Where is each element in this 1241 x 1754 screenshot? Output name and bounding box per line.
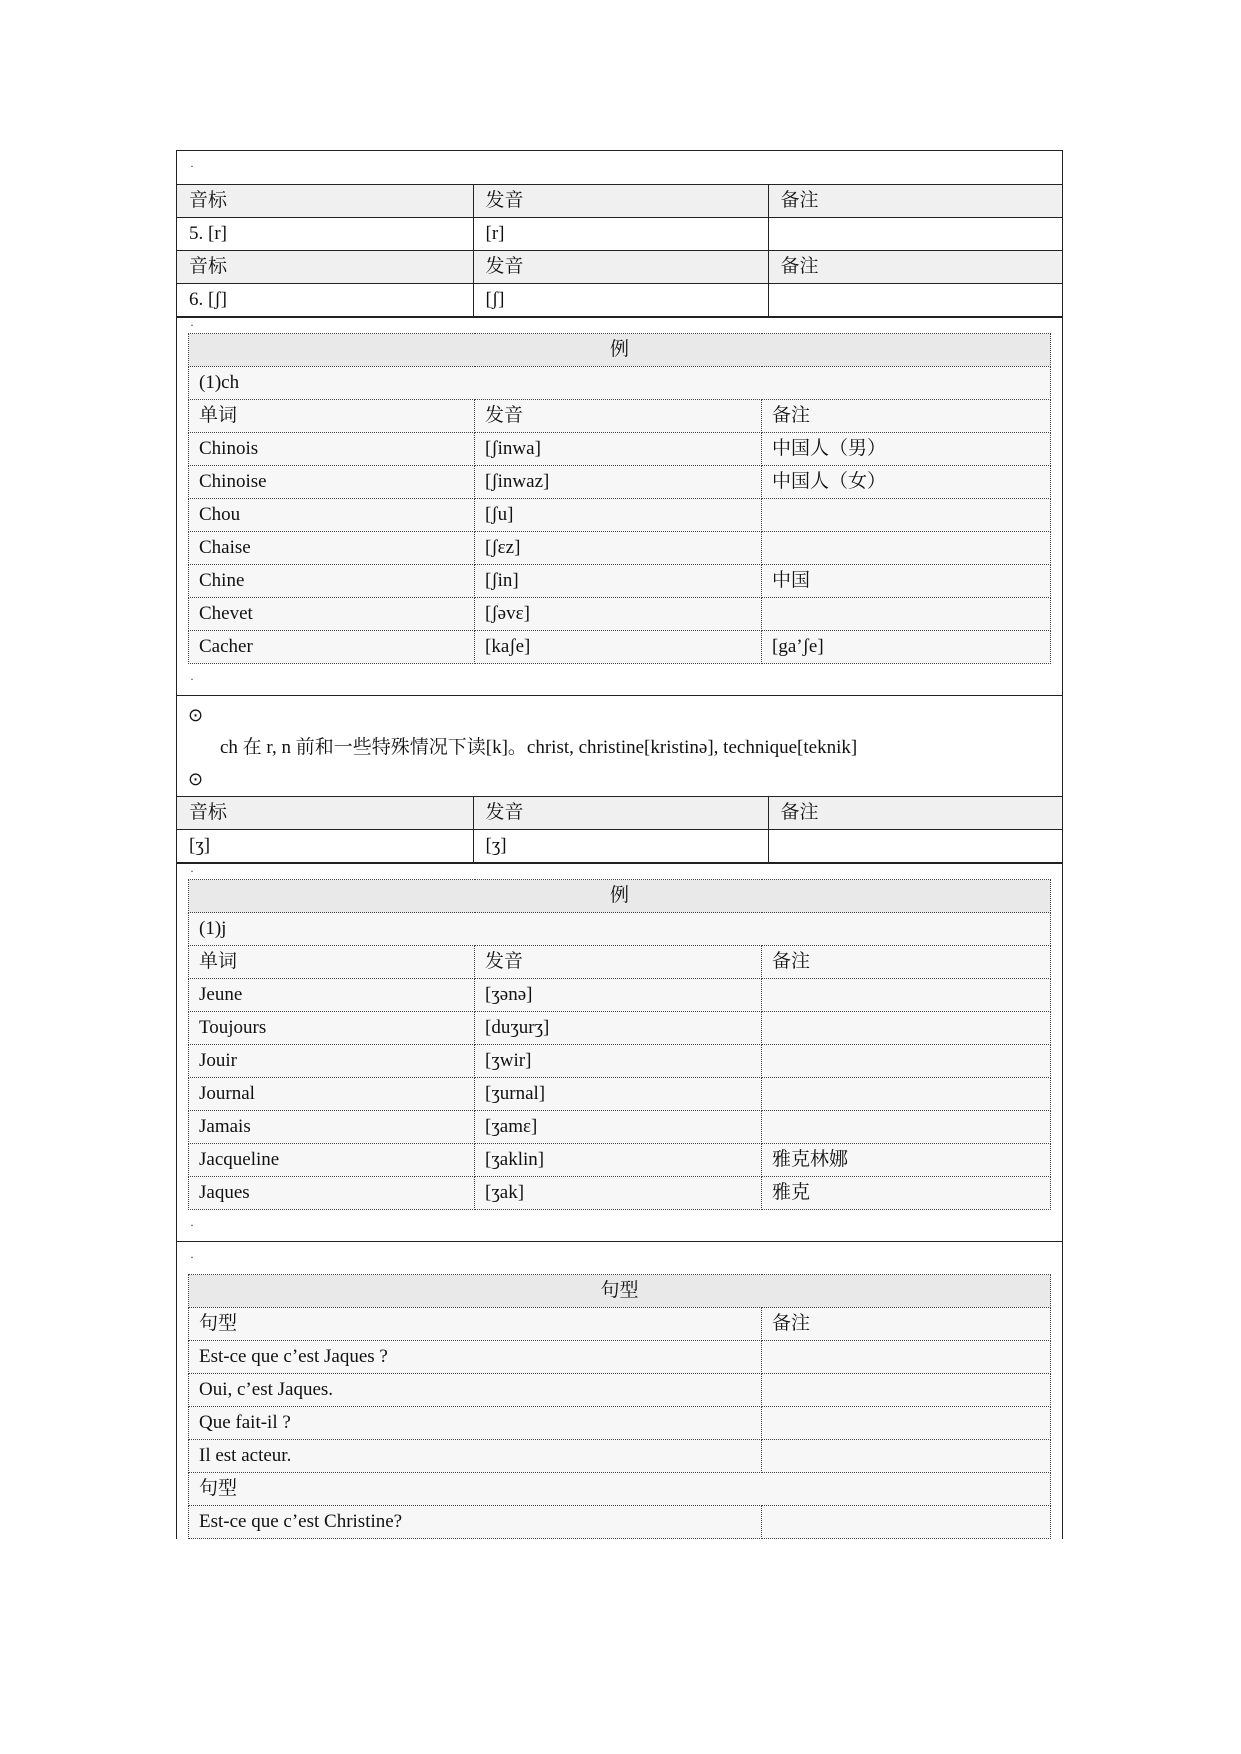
header-pronunciation: 发音: [473, 797, 768, 830]
table-row-remark: [762, 1407, 1051, 1440]
table-row: [189, 433, 1051, 466]
table-row-remark: [762, 1045, 1051, 1078]
table-row-pron: [ʃu]: [475, 499, 762, 532]
header-remark: 备注: [768, 251, 1062, 284]
example-title-row: [189, 880, 1051, 913]
example-group-row: [189, 367, 1051, 400]
table-row-word: Chinois: [189, 433, 475, 466]
phoneme-pronunciation: [ʃ]: [473, 284, 768, 317]
table-row-remark: [762, 1506, 1051, 1539]
example-header-row: [189, 400, 1051, 433]
sentence-rows: [189, 1341, 1051, 1473]
table-row-word: Jouir: [189, 1045, 475, 1078]
table-header-row: [177, 797, 1062, 830]
header-remark: 备注: [762, 400, 1051, 433]
table-row-remark: [762, 1440, 1051, 1473]
note-block: [177, 695, 1062, 796]
table-row: [189, 1177, 1051, 1210]
table-row: [189, 631, 1051, 664]
example-header-row: [189, 946, 1051, 979]
table-header-row: [177, 185, 1062, 218]
example-table-j: [188, 879, 1051, 1210]
table-row-remark: [762, 1374, 1051, 1407]
example-rows: [189, 433, 1051, 664]
table-row: [189, 1506, 1051, 1539]
header-remark: 备注: [762, 946, 1051, 979]
header-symbol: 音标: [177, 797, 473, 830]
header-pattern: 句型: [189, 1308, 762, 1341]
section-marker: ·: [190, 1218, 194, 1232]
table-row-word: Chou: [189, 499, 475, 532]
phoneme-remark: [768, 218, 1062, 251]
table-row-word: Jamais: [189, 1111, 475, 1144]
table-row-pron: [ʒak]: [475, 1177, 762, 1210]
header-symbol: 音标: [177, 251, 473, 284]
table-row: [189, 1440, 1051, 1473]
table-row: [189, 1341, 1051, 1374]
table-row-remark: [762, 1078, 1051, 1111]
table-row: [177, 830, 1062, 863]
header-pronunciation: 发音: [473, 185, 768, 218]
table-row-word: Chaise: [189, 532, 475, 565]
sentence-title-row: [189, 1275, 1051, 1308]
table-row-pron: [ʃɛz]: [475, 532, 762, 565]
note-marker-icon: ⊙: [188, 705, 204, 726]
example-block-j: [177, 863, 1062, 1241]
table-row-remark: 雅克: [762, 1177, 1051, 1210]
table-row: [189, 1045, 1051, 1078]
table-row-remark: [762, 1111, 1051, 1144]
section-marker: ·: [190, 672, 194, 686]
document-page: [176, 150, 1063, 1539]
section-marker: ·: [190, 318, 194, 332]
table-row-remark: [762, 979, 1051, 1012]
section-marker: ·: [190, 864, 194, 878]
phoneme-symbol: 6. [ʃ]: [177, 284, 473, 317]
phoneme-remark: [768, 284, 1062, 317]
phoneme-table-r: [177, 184, 1062, 317]
table-row: [189, 1012, 1051, 1045]
table-row-remark: [762, 1341, 1051, 1374]
table-row-word: Cacher: [189, 631, 475, 664]
table-row-pron: [ʃinwaz]: [475, 466, 762, 499]
table-row-remark: 雅克林娜: [762, 1144, 1051, 1177]
phoneme-symbol: 5. [r]: [177, 218, 473, 251]
table-row-pron: [duʒurʒ]: [475, 1012, 762, 1045]
table-row: [189, 1407, 1051, 1440]
table-row-sentence: Est-ce que c’est Christine?: [189, 1506, 762, 1539]
sentence-table: [188, 1274, 1051, 1539]
example-title-row: [189, 334, 1051, 367]
table-row: [189, 1078, 1051, 1111]
header-pronunciation: 发音: [473, 251, 768, 284]
table-row-sentence: Est-ce que c’est Jaques ?: [189, 1341, 762, 1374]
sentence-block: [177, 1241, 1062, 1539]
table-row: [189, 979, 1051, 1012]
table-row-remark: 中国人（男）: [762, 433, 1051, 466]
table-row: [189, 499, 1051, 532]
example-group: (1)ch: [189, 367, 1051, 400]
table-row: [177, 218, 1062, 251]
table-row-word: Jacqueline: [189, 1144, 475, 1177]
table-row-remark: 中国: [762, 565, 1051, 598]
table-row-word: Chevet: [189, 598, 475, 631]
table-row-pron: [ʒwir]: [475, 1045, 762, 1078]
table-row-word: Chine: [189, 565, 475, 598]
table-row-remark: [762, 598, 1051, 631]
table-row-word: Chinoise: [189, 466, 475, 499]
example-group-row: [189, 913, 1051, 946]
table-row-word: Jaques: [189, 1177, 475, 1210]
note-text: ch 在 r, n 前和一些特殊情况下读[k]。christ, christine[kristinə], technique[teknik]: [220, 737, 858, 758]
header-pattern: 句型: [189, 1473, 1051, 1506]
header-word: 单词: [189, 946, 475, 979]
sentence-rows: [189, 1506, 1051, 1539]
example-group: (1)j: [189, 913, 1051, 946]
example-block-ch: [177, 317, 1062, 695]
section-marker: ·: [190, 159, 194, 173]
table-row-remark: [762, 532, 1051, 565]
header-symbol: 音标: [177, 185, 473, 218]
table-row-pron: [ʒamɛ]: [475, 1111, 762, 1144]
table-row: [189, 466, 1051, 499]
phoneme-symbol: [ʒ]: [177, 830, 473, 863]
table-row-pron: [kaʃe]: [475, 631, 762, 664]
table-row-word: Toujours: [189, 1012, 475, 1045]
table-row: [177, 284, 1062, 317]
table-row-pron: [ʃəvɛ]: [475, 598, 762, 631]
table-row-word: Journal: [189, 1078, 475, 1111]
table-row-pron: [ʒurnal]: [475, 1078, 762, 1111]
table-row: [189, 598, 1051, 631]
table-row: [189, 1111, 1051, 1144]
example-title: 例: [189, 334, 1051, 367]
phoneme-pronunciation: [ʒ]: [473, 830, 768, 863]
table-row-pron: [ʃinwa]: [475, 433, 762, 466]
example-rows: [189, 979, 1051, 1210]
table-row-remark: 中国人（女）: [762, 466, 1051, 499]
table-row-remark: [762, 1012, 1051, 1045]
note-marker-icon: ⊙: [188, 769, 204, 790]
sentence-header-row: [189, 1308, 1051, 1341]
header-pronunciation: 发音: [475, 946, 762, 979]
phoneme-remark: [768, 830, 1062, 863]
header-remark: 备注: [762, 1308, 1051, 1341]
section-marker: ·: [190, 1250, 194, 1264]
table-row-remark: [ga’ʃe]: [762, 631, 1051, 664]
header-remark: 备注: [768, 797, 1062, 830]
sentence-subheader-row: [189, 1473, 1051, 1506]
table-row-word: Jeune: [189, 979, 475, 1012]
table-row-pron: [ʒənə]: [475, 979, 762, 1012]
example-title: 例: [189, 880, 1051, 913]
table-row-sentence: Il est acteur.: [189, 1440, 762, 1473]
table-row-remark: [762, 499, 1051, 532]
table-row: [189, 532, 1051, 565]
table-row: [189, 565, 1051, 598]
table-row-sentence: Que fait-il ?: [189, 1407, 762, 1440]
table-row-pron: [ʃin]: [475, 565, 762, 598]
header-word: 单词: [189, 400, 475, 433]
example-table-ch: [188, 333, 1051, 664]
table-row-sentence: Oui, c’est Jaques.: [189, 1374, 762, 1407]
header-pronunciation: 发音: [475, 400, 762, 433]
phoneme-table-zh: [177, 796, 1062, 863]
table-header-row: [177, 251, 1062, 284]
table-row: [189, 1144, 1051, 1177]
sentence-title: 句型: [189, 1275, 1051, 1308]
phoneme-pronunciation: [r]: [473, 218, 768, 251]
table-row: [189, 1374, 1051, 1407]
header-remark: 备注: [768, 185, 1062, 218]
table-row-pron: [ʒaklin]: [475, 1144, 762, 1177]
